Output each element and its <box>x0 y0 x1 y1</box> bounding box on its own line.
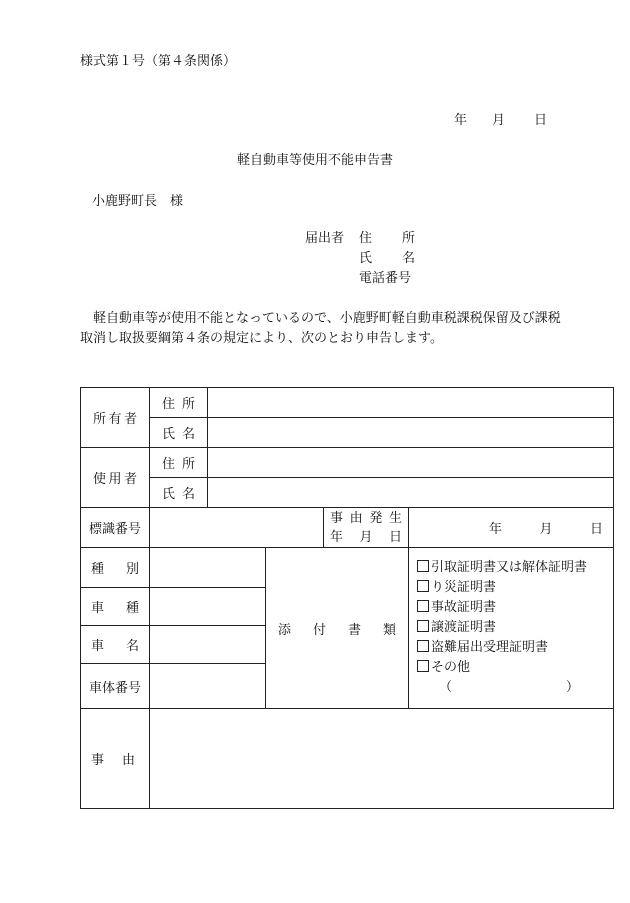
type-field[interactable] <box>150 548 266 588</box>
attachment-other-detail[interactable]: （ ） <box>439 680 579 695</box>
event-date-label: 事 由 発 生 年 月 日 <box>324 508 409 548</box>
attachments-list <box>409 548 614 709</box>
owner-name-field[interactable] <box>208 418 614 448</box>
reason-label: 事 由 <box>81 709 150 809</box>
submission-date <box>454 109 547 128</box>
checkbox-icon <box>417 620 429 632</box>
car-name-label: 車 名 <box>81 626 150 664</box>
addressee: 小鹿野町長 様 <box>92 194 184 209</box>
owner-address-label: 住 所 <box>150 388 208 418</box>
checkbox-icon <box>417 640 429 652</box>
form-number: 様式第１号（第４条関係） <box>80 54 237 69</box>
date-year-label: 年 <box>454 113 468 128</box>
attachment-dismantling[interactable]: 引取証明書又は解体証明書 <box>409 558 613 578</box>
applicant-block <box>305 229 415 289</box>
attachment-accident[interactable]: 事故証明書 <box>409 598 613 618</box>
car-type-field[interactable] <box>150 588 266 626</box>
user-label: 使 用 者 <box>81 448 150 508</box>
attachment-disaster[interactable]: り災証明書 <box>409 578 613 598</box>
user-address-label: 住 所 <box>150 448 208 478</box>
user-name-field[interactable] <box>208 478 614 508</box>
event-date-field[interactable]: 年 月 日 <box>409 508 614 548</box>
chassis-number-label: 車体番号 <box>81 664 150 709</box>
user-address-field[interactable] <box>208 448 614 478</box>
applicant-label: 届出者 <box>305 231 345 246</box>
checkbox-icon <box>417 560 429 572</box>
document-title: 軽自動車等使用不能申告書 <box>236 153 393 168</box>
chassis-number-field[interactable] <box>150 664 266 709</box>
attachment-theft[interactable]: 盗難届出受理証明書 <box>409 638 613 658</box>
date-month-label: 月 <box>492 113 506 128</box>
car-type-label: 車 種 <box>81 588 150 626</box>
attachment-transfer[interactable]: 譲渡証明書 <box>409 618 613 638</box>
owner-name-label: 氏 名 <box>150 418 208 448</box>
car-name-field[interactable] <box>150 626 266 664</box>
checkbox-icon <box>417 600 429 612</box>
date-day-label: 日 <box>534 113 548 128</box>
attachments-label: 添 付 書 類 <box>266 548 409 709</box>
applicant-address-label: 住 所 <box>359 231 415 246</box>
applicant-phone-label: 電話番号 <box>359 271 412 286</box>
owner-address-field[interactable] <box>208 388 614 418</box>
checkbox-icon <box>417 660 429 672</box>
plate-number-label: 標識番号 <box>81 508 150 548</box>
applicant-name-label: 氏 名 <box>359 251 415 266</box>
owner-label: 所 有 者 <box>81 388 150 448</box>
checkbox-icon <box>417 580 429 592</box>
declaration-text: 軽自動車等が使用不能となっているので、小鹿野町軽自動車税課税保留及び課税 取消し取扱要綱第４条の規定により、次のとおり申告します。 <box>80 311 561 346</box>
reason-field[interactable] <box>150 709 614 809</box>
attachment-other[interactable]: その他 <box>409 658 613 678</box>
plate-number-field[interactable] <box>150 508 324 548</box>
user-name-label: 氏 名 <box>150 478 208 508</box>
type-label: 種 別 <box>81 548 150 588</box>
declaration-table <box>80 387 614 809</box>
